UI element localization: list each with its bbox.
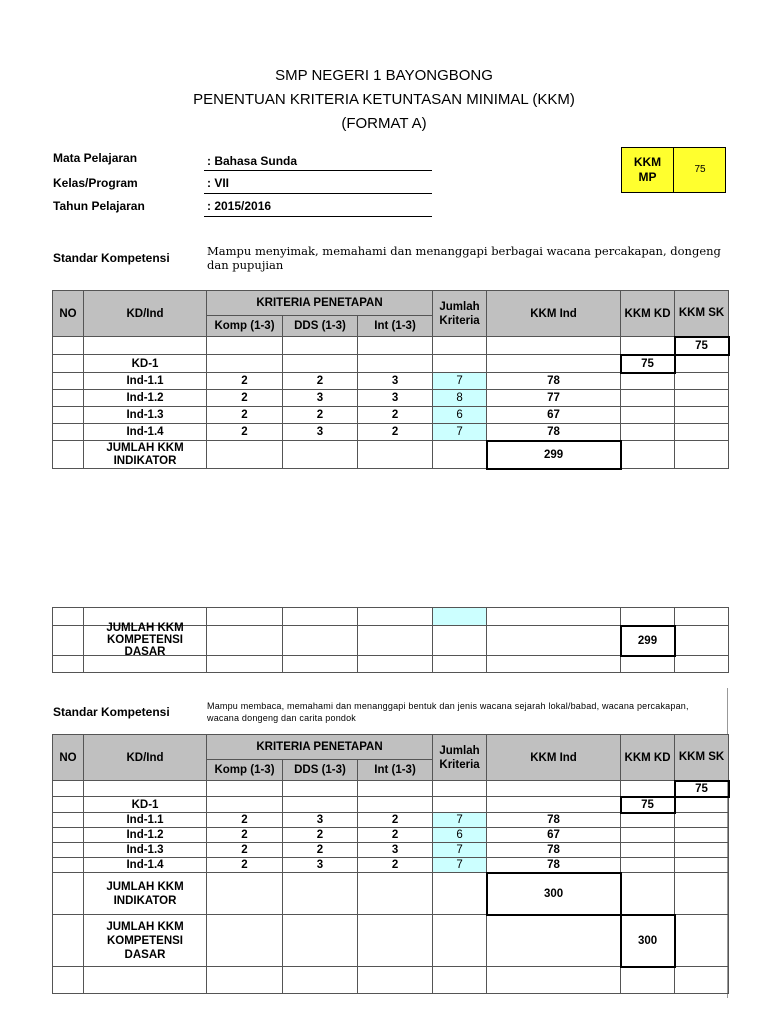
kkm-sk-value: 75 [675, 337, 729, 355]
header-no: NO [53, 735, 84, 781]
table-row [53, 967, 729, 994]
kkm-ind-value: 78 [487, 843, 621, 858]
table-row [53, 843, 729, 858]
kkm-table-2 [52, 734, 730, 994]
jumlah-kkm-kd-value: 299 [621, 626, 675, 656]
int-value: 3 [358, 843, 433, 858]
table-row [53, 626, 729, 656]
header-dds: DDS (1-3) [283, 760, 358, 781]
header-kriteria: KRITERIA PENETAPAN [207, 291, 433, 316]
komp-value: 2 [207, 813, 283, 828]
komp-value: 2 [207, 858, 283, 873]
ind-label: Ind-1.1 [84, 813, 207, 828]
kkm-mp-label-line1: KKM [633, 155, 662, 169]
mapel-value: : Bahasa Sunda [207, 154, 298, 168]
table-row [53, 441, 729, 469]
header-jumlah-kriteria: Jumlah Kriteria [433, 735, 487, 781]
table-row [53, 424, 729, 441]
school-name: SMP NEGERI 1 BAYONGBONG [275, 67, 493, 84]
table-row [53, 797, 729, 813]
kelas-underline [204, 193, 432, 194]
header-kkm-kd: KKM KD [621, 291, 675, 337]
table-row [53, 407, 729, 424]
jumlah-kkm-indikator-value: 300 [487, 873, 621, 915]
header-no: NO [53, 291, 84, 337]
table-row [53, 373, 729, 390]
table-row [53, 390, 729, 407]
jumlah-value: 7 [433, 424, 487, 441]
ind-label: Ind-1.3 [84, 843, 207, 858]
jumlah-value: 8 [433, 390, 487, 407]
header-kd-ind: KD/Ind [84, 735, 207, 781]
kkm-ind-value: 77 [487, 390, 621, 407]
table-row [53, 915, 729, 967]
dds-value: 2 [283, 407, 358, 424]
table-row [53, 656, 729, 673]
tahun-value: : 2015/2016 [207, 199, 272, 213]
kkm-mp-label-line2: MP [638, 170, 657, 184]
jumlah-value: 7 [433, 813, 487, 828]
kkm-table-1 [52, 290, 730, 470]
kkm-ind-value: 67 [487, 407, 621, 424]
kkm-ind-value: 67 [487, 828, 621, 843]
kkm-mp-label [622, 148, 674, 192]
header-jumlah-kriteria: Jumlah Kriteria [433, 291, 487, 337]
table-row [53, 858, 729, 873]
jumlah-kkm-kd-value: 300 [621, 915, 675, 967]
jumlah-kkm-indikator-label: JUMLAH KKM INDIKATOR [84, 441, 207, 469]
format-label: (FORMAT A) [341, 115, 427, 132]
int-value: 2 [358, 407, 433, 424]
header-kd-ind: KD/Ind [84, 291, 207, 337]
kkm-ind-value: 78 [487, 813, 621, 828]
ind-label: Ind-1.3 [84, 407, 207, 424]
ind-label: Ind-1.1 [84, 373, 207, 390]
dds-value: 3 [283, 390, 358, 407]
komp-value: 2 [207, 828, 283, 843]
header-kriteria: KRITERIA PENETAPAN [207, 735, 433, 760]
header-kkm-kd: KKM KD [621, 735, 675, 781]
int-value: 3 [358, 373, 433, 390]
table-row [53, 813, 729, 828]
header-kkm-sk: KKM SK [675, 735, 729, 781]
kelas-value: : VII [207, 176, 230, 190]
dds-value: 2 [283, 373, 358, 390]
kkm-kd-value: 75 [621, 355, 675, 373]
jumlah-kkm-kd-label: JUMLAH KKM KOMPETENSI DASAR [84, 626, 207, 656]
kkm-mp-box [621, 147, 726, 193]
ind-label: Ind-1.2 [84, 828, 207, 843]
header-komp: Komp (1-3) [207, 760, 283, 781]
int-value: 2 [358, 858, 433, 873]
kkm-kd-value: 75 [621, 797, 675, 813]
int-value: 2 [358, 828, 433, 843]
ind-label: Ind-1.2 [84, 390, 207, 407]
dds-value: 2 [283, 828, 358, 843]
tahun-underline [204, 216, 432, 217]
komp-value: 2 [207, 407, 283, 424]
komp-value: 2 [207, 373, 283, 390]
kkm-sk-value: 75 [675, 781, 729, 797]
sk1-text: Mampu menyimak, memahami dan menanggapi berbagai wacana percakapan, dongeng dan pupujian [207, 244, 721, 272]
header-int: Int (1-3) [358, 316, 433, 337]
jumlah-value: 7 [433, 858, 487, 873]
int-value: 3 [358, 390, 433, 407]
sk2-label: Standar Kompetensi [53, 705, 170, 719]
header-dds: DDS (1-3) [283, 316, 358, 337]
header-int: Int (1-3) [358, 760, 433, 781]
ind-label: Ind-1.4 [84, 424, 207, 441]
komp-value: 2 [207, 424, 283, 441]
kkm-ind-value: 78 [487, 373, 621, 390]
page-title: PENENTUAN KRITERIA KETUNTASAN MINIMAL (KKM) [193, 91, 575, 108]
dds-value: 3 [283, 813, 358, 828]
mapel-underline [204, 170, 432, 171]
dds-value: 3 [283, 424, 358, 441]
dds-value: 2 [283, 843, 358, 858]
jumlah-value: 6 [433, 828, 487, 843]
table-row [53, 873, 729, 915]
sk1-label: Standar Kompetensi [53, 251, 170, 265]
mapel-label: Mata Pelajaran [53, 151, 138, 165]
kkm-mp-value: 75 [694, 164, 706, 175]
header-kkm-ind: KKM Ind [487, 291, 621, 337]
int-value: 2 [358, 813, 433, 828]
table-row [53, 828, 729, 843]
table-row [53, 337, 729, 355]
kkm-ind-value: 78 [487, 858, 621, 873]
kelas-label: Kelas/Program [53, 176, 138, 190]
kd-label: KD-1 [84, 355, 207, 373]
table-row [53, 355, 729, 373]
jumlah-kkm-indikator-label: JUMLAH KKM INDIKATOR [84, 873, 207, 915]
jumlah-value: 6 [433, 407, 487, 424]
dds-value: 3 [283, 858, 358, 873]
header-kkm-ind: KKM Ind [487, 735, 621, 781]
ind-label: Ind-1.4 [84, 858, 207, 873]
tahun-label: Tahun Pelajaran [53, 199, 145, 213]
table-row [53, 781, 729, 797]
jumlah-value: 7 [433, 373, 487, 390]
header-komp: Komp (1-3) [207, 316, 283, 337]
header-kkm-sk: KKM SK [675, 291, 729, 337]
komp-value: 2 [207, 843, 283, 858]
kkm-ind-value: 78 [487, 424, 621, 441]
kd-label: KD-1 [84, 797, 207, 813]
jumlah-kkm-indikator-value: 299 [487, 441, 621, 469]
jumlah-value: 7 [433, 843, 487, 858]
int-value: 2 [358, 424, 433, 441]
jumlah-kkm-kd-label: JUMLAH KKM KOMPETENSI DASAR [84, 915, 207, 967]
kkm-table-1-continued [52, 607, 729, 673]
sk2-text: Mampu membaca, memahami dan menanggapi bentuk dan jenis wacana sejarah lokal/babad, wacana percakapan, wacana dongeng dan carita pondok [207, 701, 689, 723]
komp-value: 2 [207, 390, 283, 407]
